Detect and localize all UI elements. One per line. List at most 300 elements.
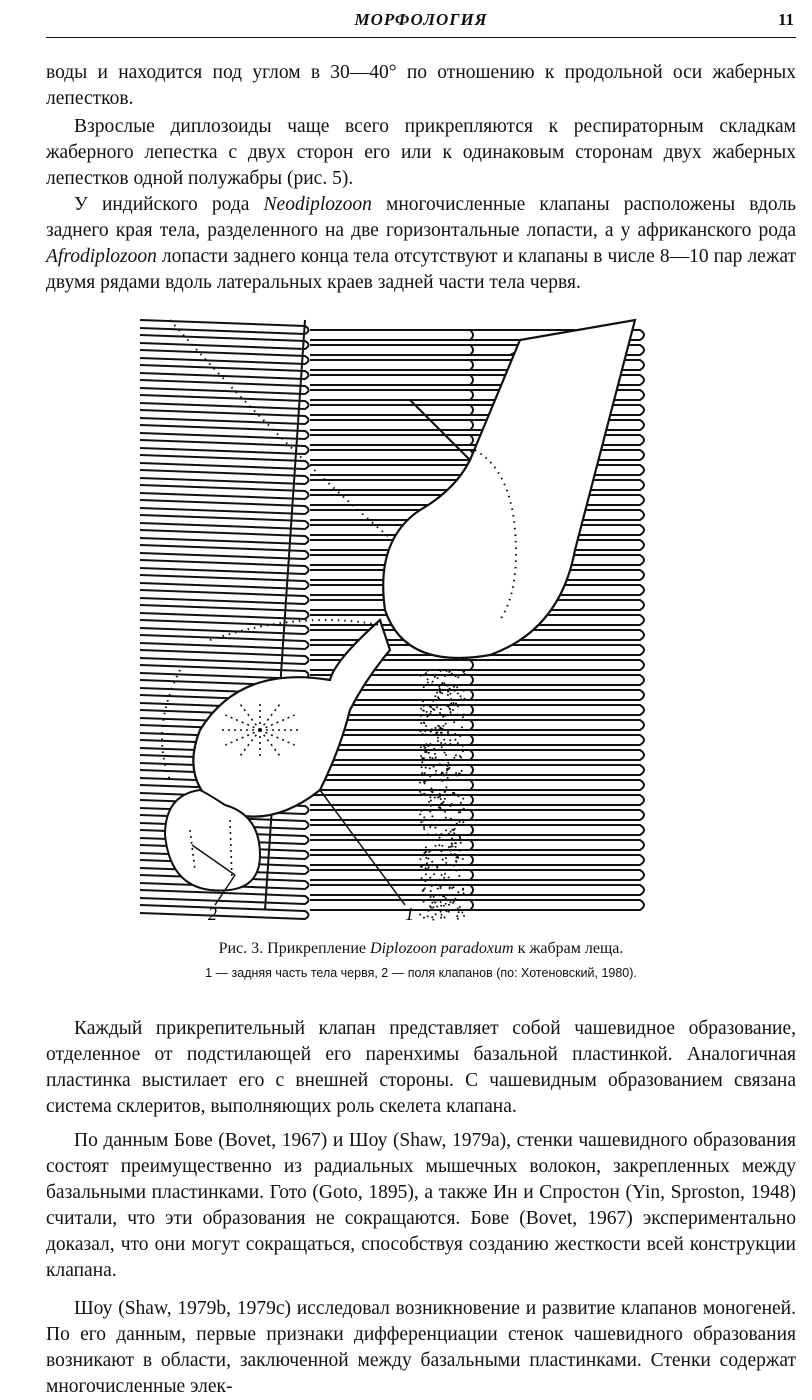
stipple-dot bbox=[458, 875, 460, 877]
genus-afrodiplozoon: Afrodiplozoon bbox=[46, 246, 157, 267]
stipple-dot bbox=[453, 686, 455, 688]
stipple-dot bbox=[440, 708, 442, 710]
stipple-dot bbox=[439, 796, 441, 798]
stipple-dot bbox=[452, 792, 454, 794]
stipple-dot bbox=[442, 729, 444, 731]
stipple-dot bbox=[423, 852, 425, 854]
gill-lamella bbox=[470, 885, 644, 895]
stipple-dot bbox=[427, 716, 429, 718]
stipple-dot bbox=[438, 686, 440, 688]
gill-lamella bbox=[310, 780, 473, 790]
stipple-dot bbox=[420, 730, 422, 732]
stipple-dot bbox=[429, 767, 431, 769]
stipple-dot bbox=[419, 791, 421, 793]
stipple-dot bbox=[422, 733, 424, 735]
paragraph-clamp-structure: Каждый прикрепительный клапан представляет собой чашевидное образование, отделенное от подстилающей его паренхимы базальной пластинкой. Аналогичная пластинка выстилает его с внешней стороны. С чашевидным образованием связана система склеритов, выполняющих роль скелета клапана. bbox=[46, 1018, 796, 1117]
stipple-dot bbox=[423, 820, 425, 822]
gill-lamella bbox=[310, 840, 473, 850]
stipple-dot bbox=[430, 788, 432, 790]
gill-lamella bbox=[140, 485, 309, 499]
stipple-dot bbox=[436, 733, 438, 735]
stipple-dot bbox=[419, 858, 421, 860]
stipple-dot bbox=[439, 691, 441, 693]
stipple-dot bbox=[420, 793, 422, 795]
stipple-dot bbox=[437, 737, 439, 739]
stipple-dot bbox=[459, 906, 461, 908]
stipple-dot bbox=[423, 674, 425, 676]
stipple-dot bbox=[425, 734, 427, 736]
stipple-dot bbox=[453, 865, 455, 867]
stipple-dot bbox=[435, 845, 437, 847]
gill-lamella bbox=[470, 765, 644, 775]
gill-lamella bbox=[140, 605, 309, 619]
stipple-dot bbox=[450, 713, 452, 715]
stipple-dot bbox=[441, 746, 443, 748]
stipple-dot bbox=[450, 850, 452, 852]
stipple-dot bbox=[423, 686, 425, 688]
stipple-dot bbox=[451, 673, 453, 675]
gill-lamella bbox=[140, 530, 309, 544]
gill-lamella bbox=[470, 705, 644, 715]
stipple-dot bbox=[435, 827, 437, 829]
stipple-dot bbox=[432, 708, 434, 710]
stipple-dot bbox=[425, 750, 427, 752]
stipple-dot bbox=[423, 781, 425, 783]
stipple-dot bbox=[430, 850, 432, 852]
stipple-dot bbox=[424, 772, 426, 774]
stipple-dot bbox=[451, 838, 453, 840]
stipple-dot bbox=[452, 702, 454, 704]
stipple-dot bbox=[447, 733, 449, 735]
figure-label-1: 1 bbox=[405, 904, 414, 924]
stipple-dot bbox=[452, 709, 454, 711]
stipple-dot bbox=[449, 794, 451, 796]
gill-lamella bbox=[310, 360, 473, 370]
stipple-dot bbox=[449, 739, 451, 741]
stipple-dot bbox=[432, 824, 434, 826]
gill-lamella bbox=[470, 675, 644, 685]
stipple-dot bbox=[445, 829, 447, 831]
stipple-dot bbox=[436, 706, 438, 708]
stipple-dot bbox=[424, 730, 426, 732]
stipple-dot bbox=[427, 678, 429, 680]
stipple-dot bbox=[456, 714, 458, 716]
stipple-dot bbox=[420, 675, 422, 677]
stipple-dot bbox=[452, 845, 454, 847]
stipple-dot bbox=[454, 898, 456, 900]
stipple-dot bbox=[463, 671, 465, 673]
gill-lamella bbox=[310, 345, 473, 355]
stipple-dot bbox=[462, 889, 464, 891]
stipple-dot bbox=[445, 903, 447, 905]
stipple-dot bbox=[446, 772, 448, 774]
stipple-dot bbox=[440, 803, 442, 805]
gill-lamella bbox=[140, 395, 309, 409]
stipple-dot bbox=[460, 695, 462, 697]
genus-neodiplozoon: Neodiplozoon bbox=[263, 194, 372, 215]
stipple-dot bbox=[458, 795, 460, 797]
stipple-dot bbox=[427, 868, 429, 870]
stipple-dot bbox=[439, 688, 441, 690]
stipple-dot bbox=[421, 772, 423, 774]
stipple-dot bbox=[440, 901, 442, 903]
gill-lamella bbox=[310, 450, 473, 460]
stipple-dot bbox=[440, 911, 442, 913]
stipple-dot bbox=[440, 887, 442, 889]
stipple-dot bbox=[448, 911, 450, 913]
gill-lamella bbox=[140, 590, 309, 604]
gill-lamella bbox=[140, 455, 309, 469]
stipple-dot bbox=[420, 722, 422, 724]
gill-lamella bbox=[140, 335, 309, 349]
gill-lamella bbox=[310, 855, 473, 865]
gill-lamella bbox=[470, 810, 644, 820]
stipple-dot bbox=[425, 846, 427, 848]
stipple-dot bbox=[457, 856, 459, 858]
stipple-dot bbox=[457, 742, 459, 744]
gill-lamella bbox=[140, 500, 309, 514]
stipple-dot bbox=[456, 819, 458, 821]
stipple-dot bbox=[447, 705, 449, 707]
stipple-dot bbox=[450, 831, 452, 833]
caption-prefix: Рис. 3. Прикрепление bbox=[218, 940, 371, 957]
stipple-dot bbox=[424, 894, 426, 896]
stipple-dot bbox=[424, 880, 426, 882]
stipple-dot bbox=[456, 686, 458, 688]
gill-lamella bbox=[140, 560, 309, 574]
genera-text-1: У индийского рода bbox=[74, 194, 264, 215]
stipple-dot bbox=[446, 910, 448, 912]
stipple-dot bbox=[432, 681, 434, 683]
stipple-dot bbox=[440, 885, 442, 887]
stipple-dot bbox=[443, 739, 445, 741]
stipple-dot bbox=[421, 877, 423, 879]
stipple-dot bbox=[444, 811, 446, 813]
stipple-dot bbox=[447, 765, 449, 767]
stipple-dot bbox=[442, 716, 444, 718]
stipple-dot bbox=[450, 693, 452, 695]
stipple-dot bbox=[435, 757, 437, 759]
stipple-dot bbox=[463, 915, 465, 917]
gill-lamella bbox=[470, 840, 644, 850]
stipple-dot bbox=[422, 854, 424, 856]
caption-species: Diplozoon paradoxum bbox=[370, 940, 514, 957]
stipple-dot bbox=[441, 914, 443, 916]
stipple-dot bbox=[450, 702, 452, 704]
stipple-dot bbox=[427, 670, 429, 672]
stipple-dot bbox=[422, 890, 424, 892]
gill-lamella bbox=[310, 405, 473, 415]
stipple-dot bbox=[458, 911, 460, 913]
figure-diplozoon-gill-attachment bbox=[120, 310, 700, 940]
stipple-dot bbox=[423, 757, 425, 759]
stipple-dot bbox=[454, 739, 456, 741]
stipple-dot bbox=[427, 858, 429, 860]
stipple-dot bbox=[438, 804, 440, 806]
stipple-dot bbox=[459, 821, 461, 823]
stipple-dot bbox=[423, 816, 425, 818]
stipple-dot bbox=[457, 705, 459, 707]
stipple-dot bbox=[427, 915, 429, 917]
stipple-dot bbox=[440, 833, 442, 835]
stipple-dot bbox=[462, 745, 464, 747]
stipple-dot bbox=[433, 896, 435, 898]
stipple-dot bbox=[459, 735, 461, 737]
stipple-dot bbox=[462, 716, 464, 718]
gill-lamella bbox=[310, 435, 473, 445]
stipple-dot bbox=[462, 750, 464, 752]
gill-lamella bbox=[470, 750, 644, 760]
stipple-dot bbox=[430, 854, 432, 856]
label-pointer bbox=[320, 790, 405, 905]
stipple-dot bbox=[435, 770, 437, 772]
stipple-dot bbox=[439, 713, 441, 715]
stipple-dot bbox=[457, 908, 459, 910]
stipple-dot bbox=[442, 895, 444, 897]
stipple-dot bbox=[431, 916, 433, 918]
gill-lamella bbox=[470, 870, 644, 880]
gill-lamella bbox=[140, 350, 309, 364]
stipple-dot bbox=[448, 846, 450, 848]
stipple-dot bbox=[435, 773, 437, 775]
stipple-dot bbox=[431, 815, 433, 817]
running-title: МОРФОЛОГИЯ bbox=[354, 10, 488, 29]
gill-lamella bbox=[140, 410, 309, 424]
stipple-dot bbox=[462, 798, 464, 800]
stipple-dot bbox=[427, 833, 429, 835]
stipple-dot bbox=[429, 796, 431, 798]
gill-lamella bbox=[470, 720, 644, 730]
page-header bbox=[46, 6, 796, 36]
stipple-dot bbox=[437, 888, 439, 890]
stipple-dot bbox=[455, 870, 457, 872]
stipple-dot bbox=[443, 905, 445, 907]
gill-lamella bbox=[470, 690, 644, 700]
stipple-dot bbox=[447, 685, 449, 687]
stipple-dot bbox=[437, 794, 439, 796]
stipple-dot bbox=[426, 862, 428, 864]
page-number: 11 bbox=[777, 10, 794, 29]
stipple-dot bbox=[455, 772, 457, 774]
stipple-dot bbox=[431, 759, 433, 761]
stipple-dot bbox=[434, 797, 436, 799]
header-rule bbox=[46, 37, 796, 38]
stipple-dot bbox=[423, 828, 425, 830]
stipple-dot bbox=[461, 726, 463, 728]
stipple-dot bbox=[438, 725, 440, 727]
stipple-dot bbox=[455, 675, 457, 677]
stipple-dot bbox=[453, 757, 455, 759]
stipple-dot bbox=[456, 775, 458, 777]
stipple-dot bbox=[428, 851, 430, 853]
gill-lamella bbox=[140, 440, 309, 454]
stipple-dot bbox=[441, 809, 443, 811]
stipple-dot bbox=[450, 698, 452, 700]
stipple-dot bbox=[463, 892, 465, 894]
stipple-dot bbox=[461, 770, 463, 772]
stipple-dot bbox=[445, 786, 447, 788]
stipple-dot bbox=[450, 818, 452, 820]
stipple-dot bbox=[455, 754, 457, 756]
stipple-dot bbox=[445, 779, 447, 781]
stipple-dot bbox=[452, 749, 454, 751]
stipple-dot bbox=[427, 745, 429, 747]
gill-lamella bbox=[310, 420, 473, 430]
stipple-dot bbox=[419, 759, 421, 761]
stipple-dot bbox=[453, 832, 455, 834]
stipple-dot bbox=[441, 772, 443, 774]
stipple-dot bbox=[429, 757, 431, 759]
stipple-dot bbox=[447, 777, 449, 779]
stipple-dot bbox=[431, 909, 433, 911]
stipple-dot bbox=[435, 854, 437, 856]
stipple-dot bbox=[437, 677, 439, 679]
stipple-dot bbox=[441, 874, 443, 876]
gill-lamella bbox=[310, 870, 473, 880]
gill-lamella bbox=[310, 465, 473, 475]
stipple-dot bbox=[428, 752, 430, 754]
stipple-dot bbox=[419, 782, 421, 784]
stipple-dot bbox=[434, 695, 436, 697]
stipple-dot bbox=[441, 845, 443, 847]
stipple-dot bbox=[441, 692, 443, 694]
stipple-dot bbox=[433, 873, 435, 875]
stipple-dot bbox=[430, 711, 432, 713]
stipple-dot bbox=[460, 824, 462, 826]
stipple-dot bbox=[448, 768, 450, 770]
gill-lamella bbox=[470, 855, 644, 865]
stipple-dot bbox=[423, 793, 425, 795]
gill-lamella bbox=[310, 390, 473, 400]
stipple-dot bbox=[434, 902, 436, 904]
stipple-dot bbox=[451, 887, 453, 889]
stipple-dot bbox=[449, 688, 451, 690]
stipple-dot bbox=[431, 885, 433, 887]
stipple-dot bbox=[420, 746, 422, 748]
stipple-dot bbox=[429, 775, 431, 777]
stipple-dot bbox=[425, 673, 427, 675]
stipple-dot bbox=[463, 808, 465, 810]
gill-lamella bbox=[470, 660, 644, 670]
paragraph-clamp-walls: По данным Бове (Bovet, 1967) и Шоу (Shaw, 1979a), стенки чашевидного образования состоят преимущественно из радиальных мышечных волокон, закрепленных между базальными пластинками. Гото (Goto, 1895), а также Ин и Спростон (Yin, Sproston, 1948) считали, что эти образования не сокращаются. Бове (Bovet, 1967) экспериментально доказал, что они могут сокращаться, способствуя созданию жесткости всей конструкции клапана. bbox=[46, 1130, 796, 1281]
stipple-dot bbox=[430, 896, 432, 898]
stipple-dot bbox=[448, 876, 450, 878]
gill-lamella bbox=[140, 515, 309, 529]
stipple-dot bbox=[435, 674, 437, 676]
stipple-dot bbox=[448, 833, 450, 835]
stipple-dot bbox=[433, 900, 435, 902]
stipple-dot bbox=[444, 752, 446, 754]
stipple-dot bbox=[440, 742, 442, 744]
stipple-dot bbox=[430, 706, 432, 708]
stipple-dot bbox=[449, 708, 451, 710]
stipple-dot bbox=[454, 690, 456, 692]
stipple-dot bbox=[448, 904, 450, 906]
stipple-dot bbox=[455, 846, 457, 848]
stipple-dot bbox=[430, 790, 432, 792]
stipple-dot bbox=[425, 743, 427, 745]
stipple-dot bbox=[428, 866, 430, 868]
stipple-dot bbox=[443, 725, 445, 727]
stipple-dot bbox=[454, 853, 456, 855]
stipple-dot bbox=[449, 805, 451, 807]
stipple-dot bbox=[460, 802, 462, 804]
stipple-dot bbox=[422, 709, 424, 711]
stipple-dot bbox=[428, 801, 430, 803]
stipple-dot bbox=[439, 837, 441, 839]
stipple-dot bbox=[439, 806, 441, 808]
stipple-dot bbox=[460, 698, 462, 700]
stipple-dot bbox=[451, 803, 453, 805]
stipple-dot bbox=[456, 823, 458, 825]
stipple-dot bbox=[423, 749, 425, 751]
stipple-dot bbox=[430, 890, 432, 892]
stipple-dot bbox=[423, 917, 425, 919]
stipple-dot bbox=[422, 700, 424, 702]
gill-lamella bbox=[140, 575, 309, 589]
stipple-dot bbox=[432, 700, 434, 702]
stipple-dot bbox=[423, 826, 425, 828]
stipple-dot bbox=[434, 758, 436, 760]
stipple-dot bbox=[442, 859, 444, 861]
stipple-dot bbox=[463, 869, 465, 871]
stipple-dot bbox=[440, 850, 442, 852]
paragraph-adult-attachment: Взрослые диплозоиды чаще всего прикрепляются к респираторным складкам жаберного лепестка с двух сторон его или к одинаковым сторонам двух жаберных лепестков одной полужабры (рис. 5). bbox=[46, 116, 796, 189]
stipple-dot bbox=[435, 727, 437, 729]
stipple-dot bbox=[420, 708, 422, 710]
stipple-dot bbox=[431, 757, 433, 759]
stipple-dot bbox=[440, 917, 442, 919]
stipple-dot bbox=[443, 774, 445, 776]
stipple-dot bbox=[429, 905, 431, 907]
stipple-dot bbox=[429, 713, 431, 715]
stipple-dot bbox=[427, 682, 429, 684]
stipple-dot bbox=[433, 748, 435, 750]
stipple-dot bbox=[458, 773, 460, 775]
stipple-dot bbox=[440, 798, 442, 800]
stipple-dot bbox=[424, 887, 426, 889]
stipple-dot bbox=[430, 805, 432, 807]
stipple-dot bbox=[445, 857, 447, 859]
stipple-dot bbox=[439, 793, 441, 795]
gill-lamella bbox=[470, 735, 644, 745]
stipple-dot bbox=[425, 857, 427, 859]
stipple-dot bbox=[421, 766, 423, 768]
stipple-dot bbox=[436, 692, 438, 694]
stipple-dot bbox=[435, 834, 437, 836]
stipple-dot bbox=[419, 813, 421, 815]
gill-lamella bbox=[140, 320, 309, 334]
stipple-dot bbox=[447, 694, 449, 696]
stipple-dot bbox=[424, 714, 426, 716]
gill-lamella bbox=[310, 810, 473, 820]
stipple-dot bbox=[429, 810, 431, 812]
stipple-dot bbox=[445, 817, 447, 819]
stipple-dot bbox=[450, 711, 452, 713]
stipple-dot bbox=[437, 740, 439, 742]
stipple-dot bbox=[458, 811, 460, 813]
stipple-dot bbox=[462, 821, 464, 823]
gill-lamella bbox=[140, 545, 309, 559]
stipple-dot bbox=[438, 894, 440, 896]
paragraph-clamp-development: Шоу (Shaw, 1979b, 1979c) исследовал возникновение и развитие клапанов моногеней. По его данным, первые признаки дифференциации стенок чашевидного образования возникают в области, заключенной между базальными пластинками. Стенки содержат многочисленные элек- bbox=[46, 1298, 796, 1397]
stipple-dot bbox=[454, 733, 456, 735]
paragraph-genera bbox=[46, 192, 796, 296]
stipple-dot bbox=[464, 673, 466, 675]
gill-lamella bbox=[140, 425, 309, 439]
stipple-dot bbox=[424, 747, 426, 749]
stipple-dot bbox=[453, 721, 455, 723]
